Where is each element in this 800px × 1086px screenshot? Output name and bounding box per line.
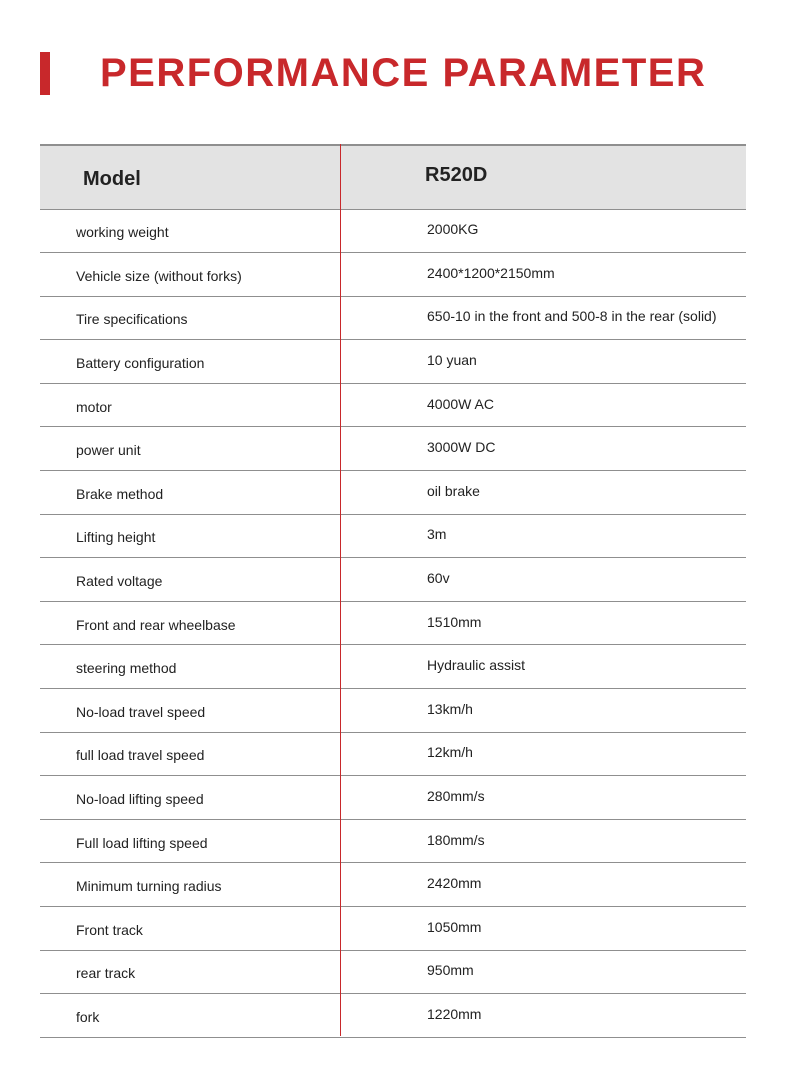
table-row xyxy=(40,514,746,558)
table-row xyxy=(40,558,746,602)
param-value: 4000W AC xyxy=(341,383,746,427)
param-name: full load travel speed xyxy=(40,732,341,776)
param-value: 650-10 in the front and 500-8 in the rear (solid) xyxy=(341,296,746,340)
param-name: No-load lifting speed xyxy=(40,776,341,820)
param-value: 1050mm xyxy=(341,907,746,951)
param-name: Tire specifications xyxy=(40,296,341,340)
table-row xyxy=(40,863,746,907)
param-value: 3000W DC xyxy=(341,427,746,471)
table-row xyxy=(40,340,746,384)
title-accent-bar xyxy=(40,52,50,95)
param-name: Lifting height xyxy=(40,514,341,558)
param-name: steering method xyxy=(40,645,341,689)
header-model-label: Model xyxy=(40,145,341,209)
param-value: 10 yuan xyxy=(341,340,746,384)
param-value: 280mm/s xyxy=(341,776,746,820)
param-name: Brake method xyxy=(40,471,341,515)
param-value: Hydraulic assist xyxy=(341,645,746,689)
param-name: Battery configuration xyxy=(40,340,341,384)
param-name: rear track xyxy=(40,950,341,994)
param-name: No-load travel speed xyxy=(40,689,341,733)
param-value: 12km/h xyxy=(341,732,746,776)
column-divider xyxy=(340,144,341,1036)
param-value: 2420mm xyxy=(341,863,746,907)
param-value: 950mm xyxy=(341,950,746,994)
table-row xyxy=(40,645,746,689)
param-name: Front track xyxy=(40,907,341,951)
table-row xyxy=(40,296,746,340)
param-name: Rated voltage xyxy=(40,558,341,602)
param-value: 1220mm xyxy=(341,994,746,1038)
param-name: Front and rear wheelbase xyxy=(40,601,341,645)
param-name: working weight xyxy=(40,209,341,253)
param-value: 3m xyxy=(341,514,746,558)
param-value: 1510mm xyxy=(341,601,746,645)
table-row xyxy=(40,383,746,427)
table-row xyxy=(40,253,746,297)
param-value: 60v xyxy=(341,558,746,602)
table-row xyxy=(40,994,746,1038)
table-row xyxy=(40,689,746,733)
table-row xyxy=(40,209,746,253)
param-name: Minimum turning radius xyxy=(40,863,341,907)
param-name: fork xyxy=(40,994,341,1038)
param-value: 2400*1200*2150mm xyxy=(341,253,746,297)
table-row xyxy=(40,950,746,994)
param-value: 13km/h xyxy=(341,689,746,733)
table-row xyxy=(40,776,746,820)
table-row xyxy=(40,601,746,645)
table-header-row xyxy=(40,145,746,209)
param-value: 2000KG xyxy=(341,209,746,253)
param-name: motor xyxy=(40,383,341,427)
table-row xyxy=(40,907,746,951)
param-name: Full load lifting speed xyxy=(40,819,341,863)
page-title: PERFORMANCE PARAMETER xyxy=(100,51,707,95)
table-row xyxy=(40,471,746,515)
spec-table xyxy=(40,144,746,1038)
table-row xyxy=(40,819,746,863)
header-model-value: R520D xyxy=(341,145,746,209)
param-name: power unit xyxy=(40,427,341,471)
param-value: oil brake xyxy=(341,471,746,515)
table-row xyxy=(40,732,746,776)
param-value: 180mm/s xyxy=(341,819,746,863)
table-row xyxy=(40,427,746,471)
param-name: Vehicle size (without forks) xyxy=(40,253,341,297)
